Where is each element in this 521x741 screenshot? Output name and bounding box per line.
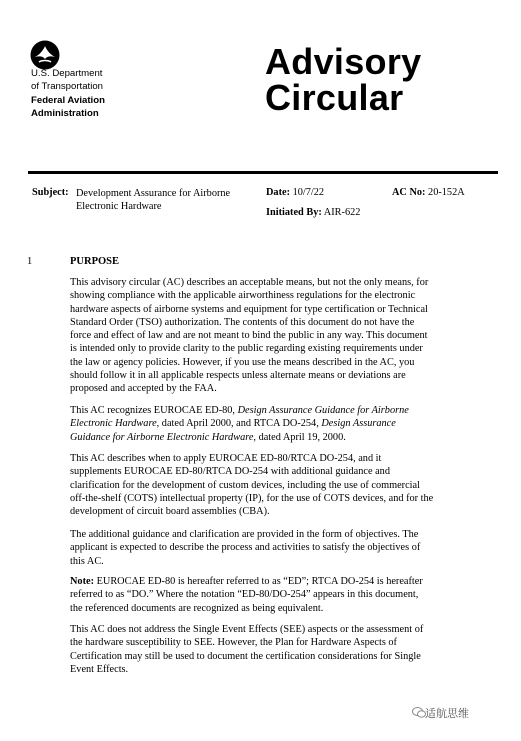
text-line: hardware aspects of airborne systems and equipment for type certification or Technical [70, 303, 428, 315]
text-line: clarification for the development of custom devices, including the use of commercial [70, 479, 420, 491]
text-run: EUROCAE ED-80 is hereafter referred to as “ED”; RTCA DO-254 is hereafter [94, 576, 423, 587]
text-line: the law or agency policies. However, if you use the means described in the AC, you [70, 356, 415, 368]
dot-logo [30, 40, 60, 70]
text-line: This AC describes when to apply EUROCAE ED-80/RTCA DO-254, and it [70, 453, 382, 464]
text-line: proposed and accepted by the FAA. [70, 383, 217, 395]
title-line: Advisory [265, 41, 422, 82]
note-label: Note: [70, 576, 95, 587]
paragraph-recognizes [70, 404, 500, 444]
subject-value [76, 187, 266, 213]
text-line: This advisory circular (AC) describes an acceptable means, but not the only means, for [70, 277, 429, 288]
paragraph-see [70, 623, 500, 676]
text-line: Certification may still be used to document the certification considerations for Single [70, 650, 421, 662]
text-line: This AC does not address the Single Event Effects (SEE) aspects or the assessment of [70, 624, 424, 635]
ac-number-label: AC No: [392, 187, 426, 198]
text-line [70, 431, 500, 444]
text-line: The additional guidance and clarification are provided in the form of objectives. The [70, 529, 419, 540]
text-line: Standard Order (TSO) authorization. The contents of this document do not have the [70, 316, 415, 328]
agency-line: Federal Aviation [31, 94, 105, 106]
text-run: , dated April 2000, and RTCA DO-254, [156, 418, 322, 430]
initiated-by-value: AIR-622 [323, 207, 361, 218]
text-line: the hardware susceptibility to SEE. However, the Plan for Hardware Aspects of [70, 637, 397, 649]
date-field [266, 187, 324, 198]
text-line: this AC. [70, 555, 104, 567]
paragraph-intro [70, 276, 500, 396]
agency-name [31, 67, 105, 120]
agency-line: U.S. Department [31, 68, 103, 79]
document-title [265, 41, 422, 118]
text-line [70, 575, 500, 588]
text-line [70, 404, 500, 417]
paragraph-objectives [70, 528, 500, 568]
text-line: supplements EUROCAE ED-80/RTCA DO-254 with additional guidance and [70, 466, 390, 478]
header-divider [28, 171, 498, 174]
document-reference: Guidance for Airborne Electronic Hardware [70, 431, 254, 443]
text-line: force and effect of law and are not meant to bind the public in any way. This document [70, 330, 428, 342]
text-line: applicant is expected to describe the process and activities to satisfy the objectives of [70, 542, 421, 554]
ac-number-value: 20-152A [428, 187, 465, 198]
text-line: development of circuit board assemblies (CBA). [70, 506, 270, 518]
text-line: referred to as “DO.” Where the notation “ED-80/DO-254” appears in this document, [70, 589, 419, 601]
note-block [70, 575, 500, 615]
text-line: Event Effects. [70, 663, 129, 675]
agency-line: Administration [31, 107, 99, 119]
document-reference: Electronic Hardware [70, 418, 157, 430]
text-run: This AC recognizes EUROCAE ED-80, [70, 405, 238, 416]
text-line: off-the-shelf (COTS) intellectual property (IP), for the use of COTS devices, and for the [70, 492, 434, 504]
text-line: is intended only to provide clarity to the public regarding existing requirements under [70, 343, 423, 355]
section-number: 1 [27, 256, 33, 267]
title-line: Circular [265, 77, 404, 118]
wechat-icon [412, 707, 426, 718]
document-reference: Design Assurance Guidance for Airborne [237, 405, 409, 416]
paragraph-scope [70, 452, 500, 518]
initiated-by-label: Initiated By: [266, 207, 322, 218]
text-line: showing compliance with the applicable airworthiness regulations for the electronic [70, 290, 416, 302]
date-label: Date: [266, 187, 291, 198]
agency-line: of Transportation [31, 81, 103, 93]
text-line: should follow it in all applicable respects unless alternate means or deviations are [70, 370, 406, 382]
watermark-text: 适航思维 [425, 707, 469, 720]
text-run: , dated April 19, 2000. [253, 431, 346, 443]
subject-line: Electronic Hardware [76, 201, 162, 212]
text-line [70, 417, 500, 430]
subject-label: Subject: [32, 187, 69, 198]
subject-line: Development Assurance for Airborne [76, 188, 231, 199]
ac-number-field [392, 187, 465, 198]
document-reference: Design Assurance [321, 418, 396, 430]
date-value: 10/7/22 [292, 187, 325, 198]
text-line: the referenced documents are recognized as being equivalent. [70, 602, 324, 614]
initiated-by-field [266, 207, 360, 218]
section-title: PURPOSE [70, 256, 120, 267]
